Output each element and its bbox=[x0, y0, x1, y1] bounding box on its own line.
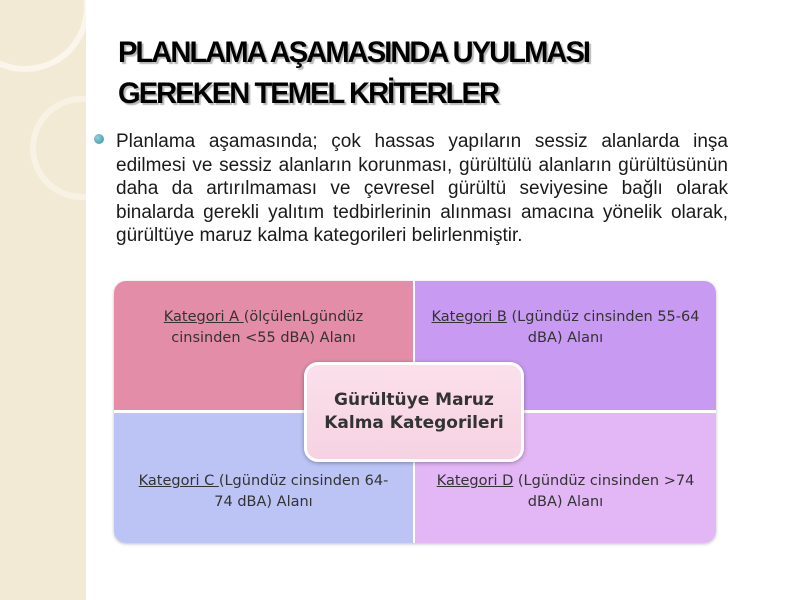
category-c-text: (Lgündüz cinsinden 64-74 dBA) Alanı bbox=[214, 473, 389, 510]
category-b-link[interactable]: Kategori B bbox=[431, 309, 507, 325]
category-a-link[interactable]: Kategori A bbox=[163, 309, 244, 325]
center-category-label bbox=[304, 362, 524, 462]
slide-title-line1: PLANLAMA AŞAMASINDA UYULMASI bbox=[118, 36, 590, 69]
slide-body-text: Planlama aşamasında; çok hassas yapıların sessiz alanlarda inşa edilmesi ve sessiz alanların korunması, gürültülü alanların gürültüsünün daha da artırılmaması ve çevresel gürültü seviyesine bağlı olarak binalarda gerekli yalıtım tedbirlerinin alınması amacına yönelik olarak, gürültüye maruz kalma kategorileri belirlenmiştir. bbox=[116, 131, 728, 246]
category-a-text: (ölçülenLgündüz cinsinden <55 dBA) Alanı bbox=[171, 309, 364, 346]
bullet-icon bbox=[94, 134, 104, 144]
decorative-ring bbox=[30, 96, 86, 200]
center-label-line2: Kalma Kategorileri bbox=[324, 413, 504, 433]
category-d-text: (Lgündüz cinsinden >74 dBA) Alanı bbox=[513, 473, 695, 510]
category-d-link[interactable]: Kategori D bbox=[436, 473, 514, 489]
category-b-text: (Lgündüz cinsinden 55-64 dBA) Alanı bbox=[506, 309, 700, 346]
decorative-side-strip bbox=[0, 0, 86, 600]
decorative-ring bbox=[0, 0, 86, 72]
slide-title bbox=[118, 32, 739, 114]
center-label-line1: Gürültüye Maruz bbox=[334, 390, 494, 410]
slide-title-line2: GEREKEN TEMEL KRİTERLER bbox=[118, 77, 499, 110]
category-c-link[interactable]: Kategori C bbox=[138, 473, 219, 489]
